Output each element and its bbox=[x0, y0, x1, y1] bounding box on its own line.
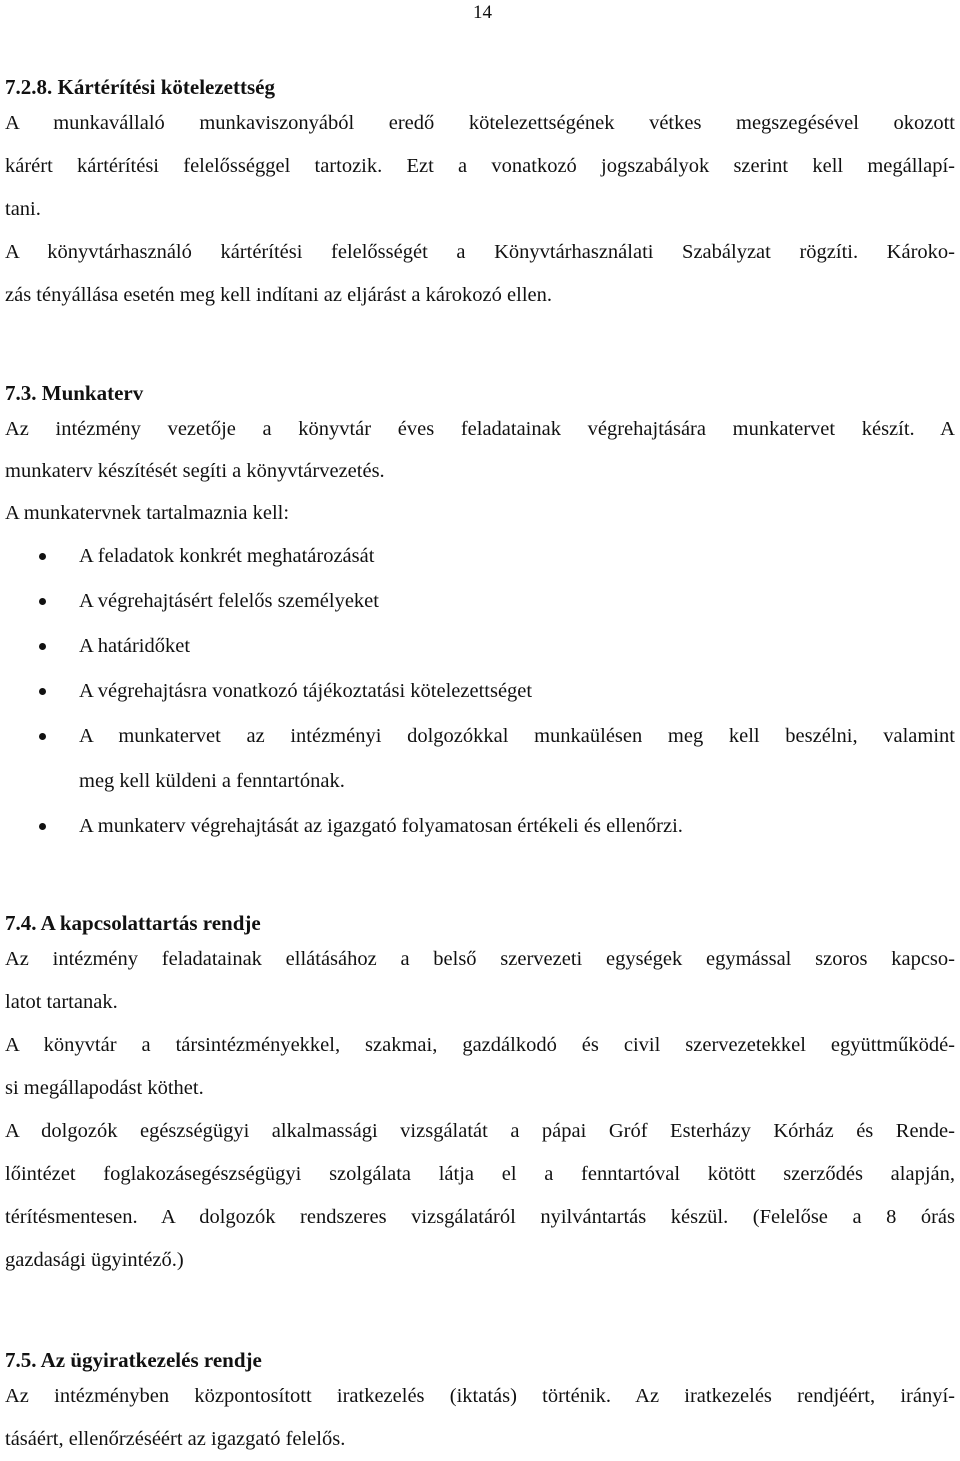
text-line: Az intézmény feladatainak ellátásához a belső szervezeti egységek egymással szoros kapcso- bbox=[5, 948, 955, 970]
text-line: térítésmentesen. A dolgozók rendszeres vizsgálatáról nyilvántartás készül. (Felelőse a 8 órás bbox=[5, 1206, 955, 1228]
text-line: A munkatervnek tartalmaznia kell: bbox=[5, 502, 290, 524]
paragraph bbox=[5, 102, 955, 317]
list-item: A munkatervet az intézményi dolgozókkal munkaülésen meg kell beszélni, valamint meg kell küldeni a fenntartónak. bbox=[5, 714, 955, 804]
text-line: tásáért, ellenőrzéséért az igazgató felelős. bbox=[5, 1428, 346, 1450]
section-heading: 7.2.8. Kártérítési kötelezettség bbox=[5, 75, 275, 99]
bullet-list bbox=[5, 534, 955, 849]
text-line: zás tényállása esetén meg kell indítani az eljárást a károkozó ellen. bbox=[5, 284, 552, 306]
paragraph bbox=[5, 938, 955, 1282]
bullet-icon bbox=[39, 733, 46, 740]
bullet-icon bbox=[39, 598, 46, 605]
bullet-icon bbox=[39, 823, 46, 830]
text-line: tani. bbox=[5, 198, 41, 220]
section-heading: 7.3. Munkaterv bbox=[5, 381, 144, 405]
text-line: latot tartanak. bbox=[5, 991, 118, 1013]
section-7-3 bbox=[5, 378, 955, 849]
section-heading: 7.5. Az ügyiratkezelés rendje bbox=[5, 1348, 262, 1372]
text-line: A dolgozók egészségügyi alkalmassági vizsgálatát a pápai Gróf Esterházy Kórház és Rende- bbox=[5, 1120, 955, 1142]
text-line: Az intézmény vezetője a könyvtár éves feladatainak végrehajtására munkatervet készít. A bbox=[5, 418, 955, 440]
bullet-icon bbox=[39, 643, 46, 650]
list-item: A végrehajtásra vonatkozó tájékoztatási kötelezettséget bbox=[5, 669, 955, 714]
paragraph bbox=[5, 408, 955, 534]
bullet-icon bbox=[39, 688, 46, 695]
bullet-icon bbox=[39, 553, 46, 560]
text-line: A könyvtár a társintézményekkel, szakmai, gazdálkodó és civil szervezetekkel együttműködé- bbox=[5, 1034, 955, 1056]
text-line: munkaterv készítését segíti a könyvtárvezetés. bbox=[5, 460, 385, 482]
text-line: A munkavállaló munkaviszonyából eredő kötelezettségének vétkes megszegésével okozott bbox=[5, 112, 955, 134]
list-item: A feladatok konkrét meghatározását bbox=[5, 534, 955, 579]
list-item: A végrehajtásért felelős személyeket bbox=[5, 579, 955, 624]
section-heading: 7.4. A kapcsolattartás rendje bbox=[5, 911, 261, 935]
list-item: A határidőket bbox=[5, 624, 955, 669]
text-line: si megállapodást köthet. bbox=[5, 1077, 204, 1099]
text-line: kárért kártérítési felelősséggel tartozik. Ezt a vonatkozó jogszabályok szerint kell megállapí- bbox=[5, 155, 955, 177]
paragraph bbox=[5, 1375, 955, 1461]
section-7-2-8 bbox=[5, 72, 955, 317]
list-item: A munkaterv végrehajtását az igazgató folyamatosan értékeli és ellenőrzi. bbox=[5, 804, 955, 849]
text-line: A könyvtárhasználó kártérítési felelősségét a Könyvtárhasználati Szabályzat rögzíti. Károko- bbox=[5, 241, 955, 263]
page-number: 14 bbox=[473, 2, 492, 23]
text-line: lőintézet foglakozásegészségügyi szolgálata látja el a fenntartóval kötött szerződés alapján, bbox=[5, 1163, 955, 1185]
text-line: gazdasági ügyintéző.) bbox=[5, 1249, 184, 1271]
section-7-4 bbox=[5, 908, 955, 1282]
section-7-5 bbox=[5, 1345, 955, 1461]
text-line: Az intézményben központosított iratkezelés (iktatás) történik. Az iratkezelés rendjéért, irányí- bbox=[5, 1385, 955, 1407]
